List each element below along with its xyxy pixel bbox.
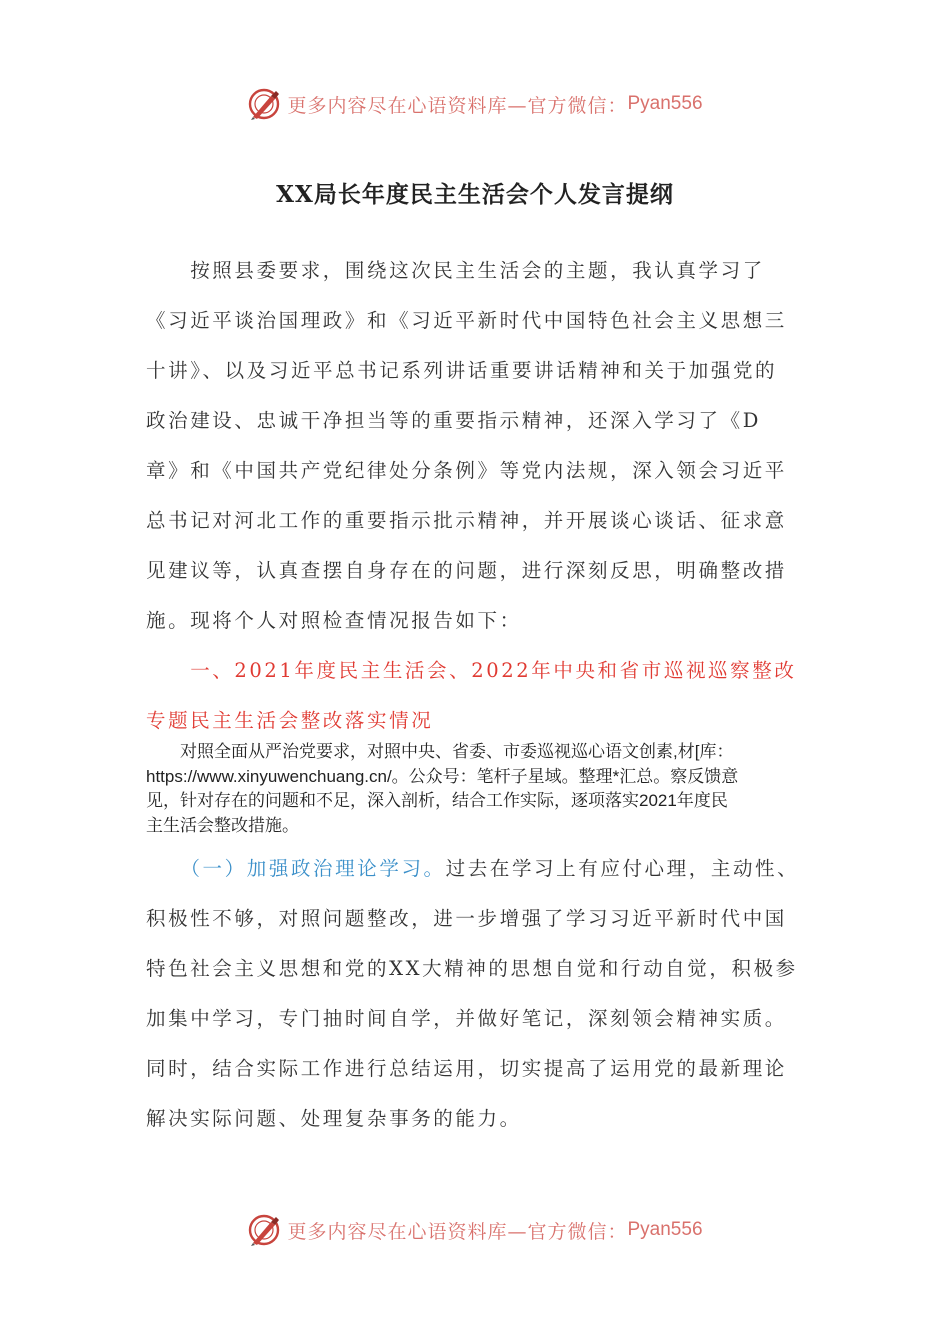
inserted-line: 见，针对存在的问题和不足，深入剖析，结合工作实际，逐项落实2021年度民 xyxy=(146,791,728,810)
section-heading-line: 一、2021年度民主生活会、2022年中央和省市巡视巡察整改 xyxy=(146,659,797,682)
subsection-first-line xyxy=(146,844,826,894)
intro-line: 《习近平谈治国理政》和《习近平新时代中国特色社会主义思想三 xyxy=(146,309,787,332)
inserted-line: 主生活会整改措施。 xyxy=(146,815,299,835)
subsection-line: 加集中学习，专门抽时间自学，并做好笔记，深刻领会精神实质。 xyxy=(146,1007,787,1030)
pen-seal-logo-icon xyxy=(247,87,281,121)
subsection-line: 同时，结合实际工作进行总结运用，切实提高了运用党的最新理论 xyxy=(146,1057,787,1080)
banner-text: 更多内容尽在心语资料库—官方微信： xyxy=(287,1220,628,1243)
section-1-heading xyxy=(146,646,796,746)
subsection-first-line-text: 过去在学习上有应付心理，主动性、 xyxy=(445,857,800,880)
banner-wechat-id: Pyan556 xyxy=(627,93,703,114)
inserted-line: https://www.xinyuwenchuang.cn/。公众号：笔杆子星域。整理*汇总。察反馈意 xyxy=(146,766,739,786)
intro-line: 章》和《中国共产党纪律处分条例》等党内法规，深入领会习近平 xyxy=(146,459,787,482)
intro-line: 见建议等，认真查摆自身存在的问题，进行深刻反思，明确整改措 xyxy=(146,559,787,582)
subsection-1-paragraph xyxy=(146,844,826,1144)
header-banner xyxy=(0,82,950,126)
intro-line: 按照县委要求，围绕这次民主生活会的主题，我认真学习了 xyxy=(146,259,765,282)
intro-line: 政治建设、忠诚干净担当等的重要指示精神，还深入学习了《D xyxy=(146,409,761,432)
intro-paragraph xyxy=(146,246,796,646)
inserted-paragraph xyxy=(146,740,816,838)
subsection-line: 积极性不够，对照问题整改，进一步增强了学习习近平新时代中国 xyxy=(146,907,787,930)
subsection-1-heading: （一）加强政治理论学习。 xyxy=(190,857,446,880)
subsection-line: 解决实际问题、处理复杂事务的能力。 xyxy=(146,1107,522,1130)
intro-line: 十讲》、以及习近平总书记系列讲话重要讲话精神和关于加强党的 xyxy=(146,359,778,382)
document-title: XX局长年度民主生活会个人发言提纲 xyxy=(276,181,674,208)
pen-seal-logo-icon xyxy=(247,1213,281,1247)
subsection-line: 特色社会主义思想和党的XX大精神的思想自觉和行动自觉，积极参 xyxy=(146,957,798,980)
section-heading-line: 专题民主生活会整改落实情况 xyxy=(146,709,434,732)
intro-line: 总书记对河北工作的重要指示批示精神，并开展谈心谈话、征求意 xyxy=(146,509,787,532)
banner-wechat-id: Pyan556 xyxy=(627,1219,703,1240)
footer-banner xyxy=(0,1208,950,1252)
intro-line: 施。现将个人对照检查情况报告如下： xyxy=(146,609,522,632)
inserted-line: 对照全面从严治党要求，对照中央、省委、市委巡视巡心语文创素,材[库： xyxy=(146,742,734,761)
banner-text: 更多内容尽在心语资料库—官方微信： xyxy=(287,94,628,117)
